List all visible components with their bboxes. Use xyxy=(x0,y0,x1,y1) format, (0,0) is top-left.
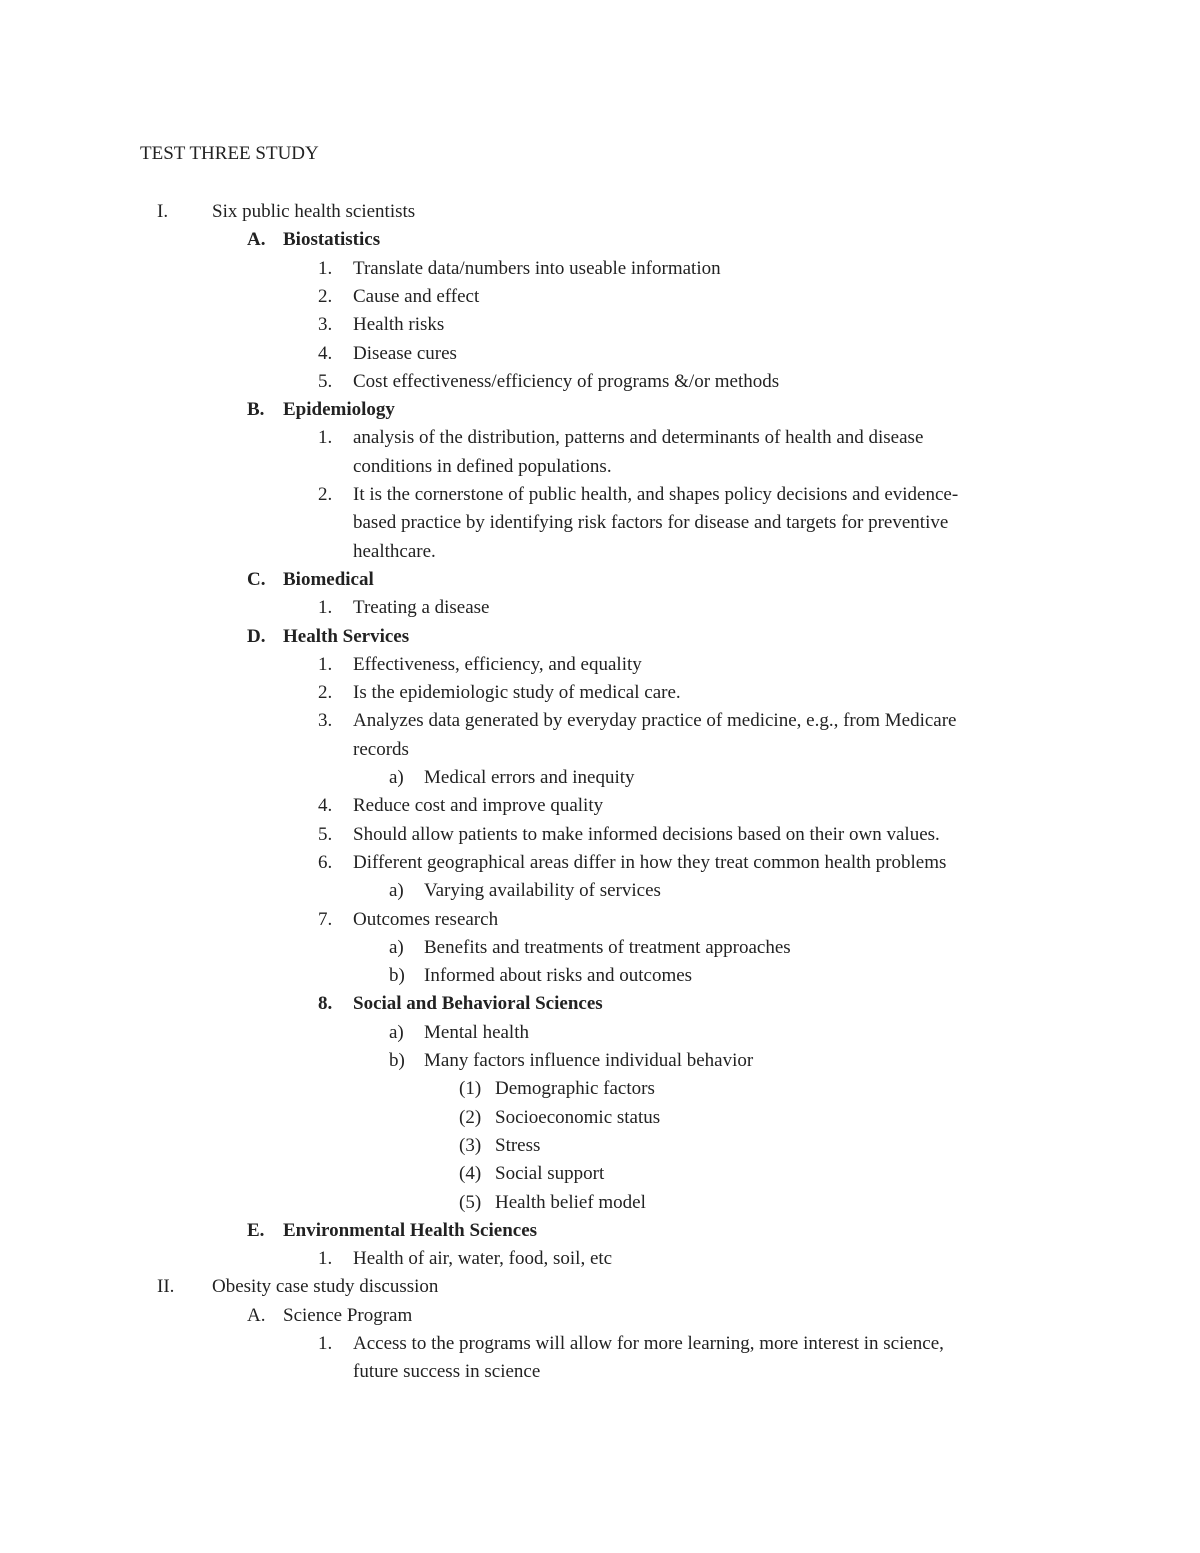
list-item-text: Social and Behavioral Sciences xyxy=(353,993,603,1015)
list-item-text: Cost effectiveness/efficiency of programs &/or methods xyxy=(353,370,780,392)
sub-list-item-marker: b) xyxy=(389,1050,405,1071)
sub-list-item-text: Informed about risks and outcomes xyxy=(424,965,693,987)
list-item-text: Disease cures xyxy=(353,342,457,364)
subsection-marker: A. xyxy=(247,229,266,251)
list-item-text: Is the epidemiologic study of medical care. xyxy=(353,682,681,704)
list-item-marker: 4. xyxy=(318,795,333,817)
subsection-text: Epidemiology xyxy=(283,399,395,421)
list-item-text: Effectiveness, efficiency, and equality xyxy=(353,653,642,675)
list-item-marker: 5. xyxy=(318,823,333,845)
list-item-marker: 3. xyxy=(318,710,333,732)
list-item-marker: 3. xyxy=(318,314,333,336)
sub-list-item-marker: a) xyxy=(389,880,404,902)
list-item-text: future success in science xyxy=(353,1361,541,1383)
list-item-text: healthcare. xyxy=(353,540,436,562)
section-text: Obesity case study discussion xyxy=(212,1276,439,1298)
list-item-text: Reduce cost and improve quality xyxy=(353,795,604,817)
list-item-marker: 2. xyxy=(318,484,333,505)
sub-sub-list-item-marker: (2) xyxy=(459,1106,482,1128)
subsection-marker: C. xyxy=(247,568,266,590)
list-item-text: Analyzes data generated by everyday practice of medicine, e.g., from Medicare xyxy=(353,710,957,732)
sub-list-item-text: Many factors influence individual behavior xyxy=(424,1050,754,1071)
list-item-marker: 2. xyxy=(318,682,333,704)
list-item-marker: 1. xyxy=(318,257,333,279)
section-marker: I. xyxy=(157,201,169,222)
list-item-marker: 2. xyxy=(318,285,333,307)
list-item-text: Outcomes research xyxy=(353,908,499,930)
sub-sub-list-item-text: Socioeconomic status xyxy=(495,1106,661,1128)
list-item-text: records xyxy=(353,738,409,760)
list-item-marker: 4. xyxy=(318,342,333,364)
list-item-marker: 1. xyxy=(318,1248,333,1270)
sub-list-item-marker: a) xyxy=(389,1021,404,1043)
list-item-marker: 1. xyxy=(318,427,333,449)
list-item-marker: 1. xyxy=(318,653,333,675)
document-title: TEST THREE STUDY xyxy=(140,143,319,164)
list-item-marker: 8. xyxy=(318,993,333,1015)
sub-list-item-marker: b) xyxy=(389,965,405,987)
sub-list-item-marker: a) xyxy=(389,767,404,788)
subsection-text: Health Services xyxy=(283,625,410,647)
sub-list-item-marker: a) xyxy=(389,936,404,958)
list-item-text: Should allow patients to make informed decisions based on their own values. xyxy=(353,823,940,845)
list-item-text: based practice by identifying risk factors for disease and targets for preventive xyxy=(353,512,949,534)
subsection-text: Biomedical xyxy=(283,568,374,590)
sub-list-item-text: Varying availability of services xyxy=(424,880,661,902)
section-text: Six public health scientists xyxy=(212,201,416,222)
list-item-marker: 5. xyxy=(318,370,333,392)
subsection-text: Environmental Health Sciences xyxy=(283,1219,538,1241)
list-item-text: Health risks xyxy=(353,314,445,336)
list-item-text: Health of air, water, food, soil, etc xyxy=(353,1248,613,1270)
subsection-marker: D. xyxy=(247,625,266,647)
sub-sub-list-item-marker: (5) xyxy=(459,1191,482,1213)
list-item-text: Access to the programs will allow for more learning, more interest in science, xyxy=(353,1333,944,1354)
sub-list-item-text: Mental health xyxy=(424,1021,529,1043)
sub-sub-list-item-text: Social support xyxy=(495,1163,605,1185)
sub-list-item-text: Medical errors and inequity xyxy=(424,767,635,788)
sub-sub-list-item-text: Demographic factors xyxy=(495,1078,655,1100)
subsection-text: Biostatistics xyxy=(283,229,381,251)
sub-sub-list-item-marker: (3) xyxy=(459,1134,482,1156)
sub-sub-list-item-text: Health belief model xyxy=(495,1191,646,1213)
section-marker: II. xyxy=(157,1276,175,1298)
list-item-text: Different geographical areas differ in how they treat common health problems xyxy=(353,851,947,873)
subsection-marker: E. xyxy=(247,1219,265,1241)
list-item-text: analysis of the distribution, patterns and determinants of health and disease xyxy=(353,427,924,449)
list-item-marker: 1. xyxy=(318,597,333,619)
list-item-marker: 6. xyxy=(318,851,333,873)
list-item-text: Treating a disease xyxy=(353,597,490,619)
subsection-marker: A. xyxy=(247,1304,266,1326)
list-item-text: Cause and effect xyxy=(353,285,480,307)
subsection-text: Science Program xyxy=(283,1304,413,1326)
list-item-text: Translate data/numbers into useable information xyxy=(353,257,721,279)
list-item-text: conditions in defined populations. xyxy=(353,455,612,477)
list-item-marker: 7. xyxy=(318,908,333,930)
sub-list-item-text: Benefits and treatments of treatment approaches xyxy=(424,936,791,958)
list-item-marker: 1. xyxy=(318,1333,333,1354)
list-item-text: It is the cornerstone of public health, and shapes policy decisions and evidence- xyxy=(353,484,959,505)
sub-sub-list-item-marker: (4) xyxy=(459,1163,482,1185)
sub-sub-list-item-text: Stress xyxy=(495,1134,541,1156)
subsection-marker: B. xyxy=(247,399,265,421)
sub-sub-list-item-marker: (1) xyxy=(459,1078,482,1100)
